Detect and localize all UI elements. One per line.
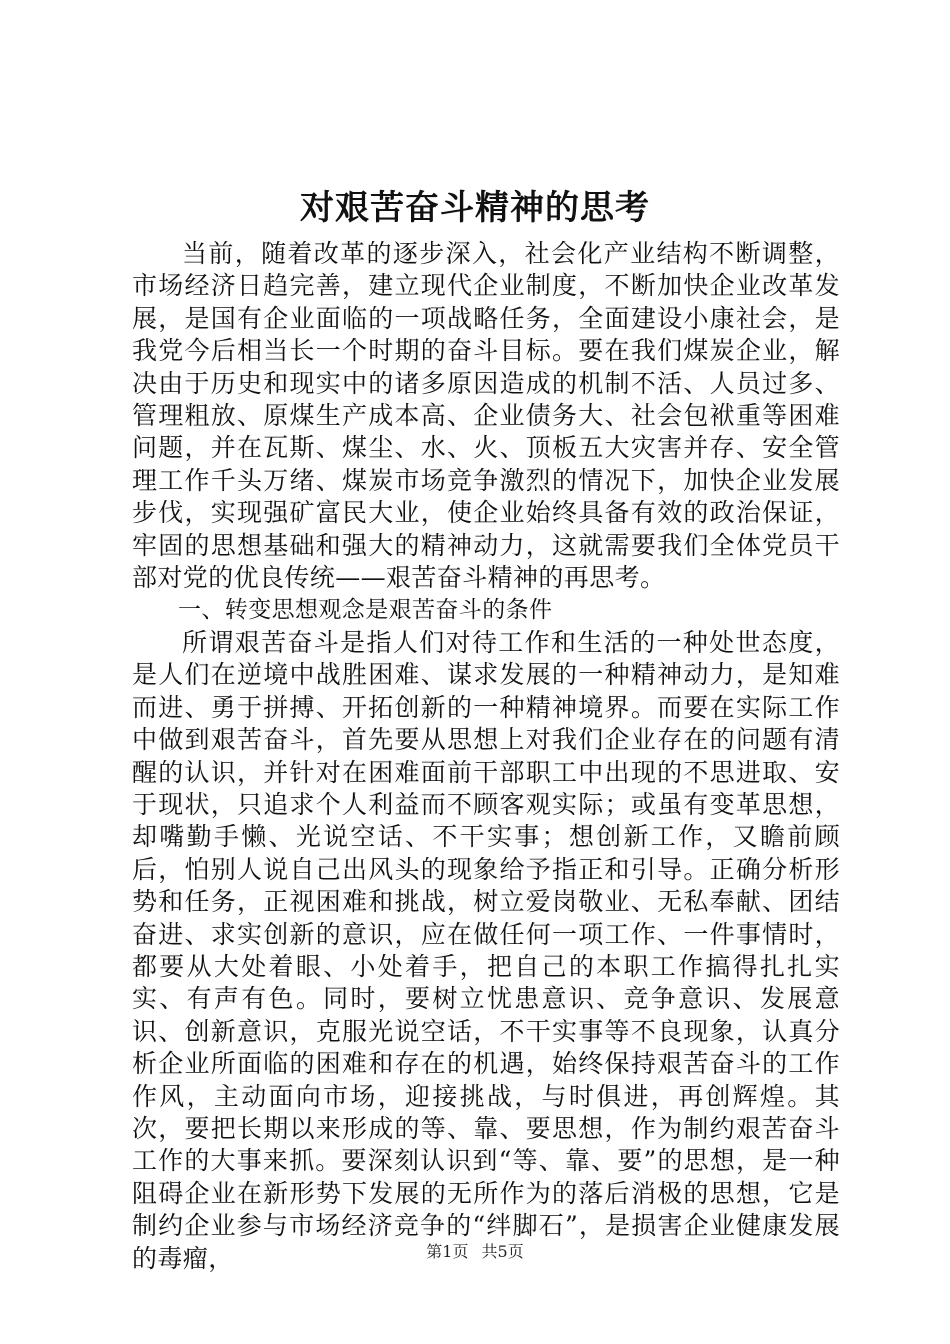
document-title: 对艰苦奋斗精神的思考 [300,188,650,228]
document-body [132,238,840,1275]
section-heading: 一、转变思想观念是艰苦奋斗的条件 [178,597,553,624]
page-footer [0,1240,950,1264]
body-paragraph: 当前，随着改革的逐步深入，社会化产业结构不断调整，市场经济日趋完善，建立现代企业制度，不断加快企业改革发展，是国有企业面临的一项战略任务，全面建设小康社会，是我党今后相当长一个时期的奋斗目标。要在我们煤炭企业，解决由于历史和现实中的诸多原因造成的机制不活、人员过多、管理粗放、原煤生产成本高、企业债务大、社会包袱重等困难问题，并在瓦斯、煤尘、水、火、顶板五大灾害并存、安全管理工作千头万绪、煤炭市场竞争激烈的情况下，加快企业发展步伐，实现强矿富民大业，使企业始终具备有效的政治保证，牢固的思想基础和强大的精神动力，这就需要我们全体党员干部对党的优良传统——艰苦奋斗精神的再思考。 [132,239,840,593]
page-number: 第1页 [426,1242,469,1261]
page-total: 共5页 [481,1242,524,1261]
body-paragraph: 所谓艰苦奋斗是指人们对待工作和生活的一种处世态度，是人们在逆境中战胜困难、谋求发展的一种精神动力，是知难而进、勇于拼搏、开拓创新的一种精神境界。而要在实际工作中做到艰苦奋斗，首先要从思想上对我们企业存在的问题有清醒的认识，并针对在困难面前干部职工中出现的不思进取、安于现状，只追求个人利益而不顾客观实际；或虽有变革思想，却嘴勤手懒、光说空话、不干实事；想创新工作，又瞻前顾后，怕别人说自己出风头的现象给予指正和引导。正确分析形势和任务，正视困难和挑战，树立爱岗敬业、无私奉献、团结奋进、求实创新的意识，应在做任何一项工作、一件事情时，都要从大处着眼、小处着手，把自己的本职工作搞得扎扎实实、有声有色。同时，要树立忧患意识、竞争意识、发展意识、创新意识，克服光说空话，不干实事等不良现象，认真分析企业所面临的困难和存在的机遇，始终保持艰苦奋斗的工作作风，主动面向市场，迎接挑战，与时俱进，再创辉煌。其次，要把长期以来形成的等、靠、要思想，作为制约艰苦奋斗工作的大事来抓。要深刻认识到“等、靠、要”的思想，是一种阻碍企业在新形势下发展的无所作为的落后消极的思想，它是制约企业参与市场经济竞争的“绊脚石”，是损害企业健康发展的毒瘤， [132,627,840,1273]
